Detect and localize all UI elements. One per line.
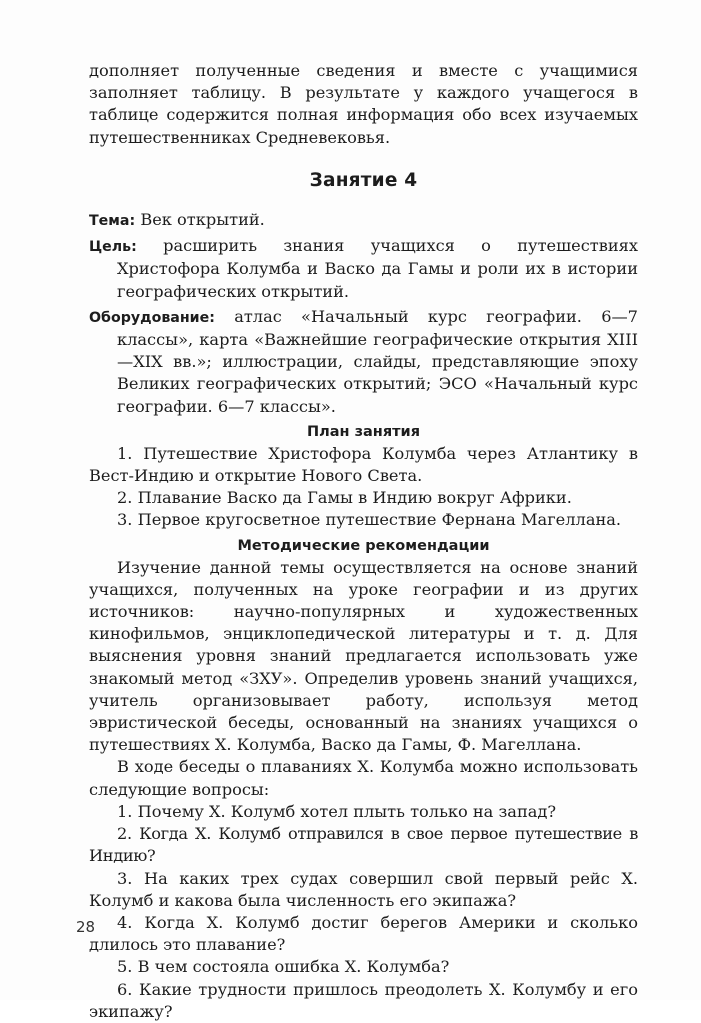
equipment-field [89,306,638,418]
goal-label: Цель: [89,239,137,256]
methods-paragraph: Изучение данной темы осуществляется на основе знаний учащихся, полученных на уроке географии и из других источников: научно-популярных и художественных кинофильмов, энциклопедической литературы и т. д. Для выяснения уровня знаний предлагается использовать уже знакомый метод «ЗХУ». Определив уровень знаний учащихся, учитель организовывает работу, используя метод эвристической беседы, основанный на знаниях учащихся о путешествиях Х. Колумба, Васко да Гамы, Ф. Магеллана. [89,557,638,755]
question-item: 4. Когда Х. Колумб достиг берегов Америки и сколько длилось это плавание? [89,912,638,955]
plan-item: 1. Путешествие Христофора Колумба через Атлантику в Вест-Индию и открытие Нового Света. [89,443,638,486]
questions-intro: В ходе беседы о плаваниях Х. Колумба можно использовать следующие вопросы: [89,757,638,799]
topic-field [89,209,638,232]
plan-item: 2. Плавание Васко да Гамы в Индию вокруг Африки. [117,488,572,508]
question-item: 5. В чем состояла ошибка Х. Колумба? [117,957,450,977]
plan-heading: План занятия [306,423,421,440]
intro-paragraph: дополняет полученные сведения и вместе с учащимися заполняет таблицу. В результате у каждого учащегося в таблице содержится полная информация обо всех изучаемых путешественниках Средневековья. [89,61,638,147]
equipment-text: атлас «Начальный курс географии. 6—7 классы», карта «Важнейшие географические открытия XIII—XIX вв.»; иллюстрации, слайды, представляющие эпоху Великих географических открытий; ЭСО «Начальный курс географии. 6—7 классы». [117,306,638,416]
question-item: 1. Почему Х. Колумб хотел плыть только на запад? [117,801,557,821]
methods-heading: Методические рекомендации [237,537,490,554]
question-item: 3. На каких трех судах совершил свой первый рейс Х. Колумб и какова была численность его экипажа? [89,868,638,910]
lesson-title: Занятие 4 [309,169,418,191]
page-number: 28 [76,918,96,936]
equipment-label: Оборудование: [89,309,215,326]
text-column [89,60,638,1023]
topic-label: Тема: [89,213,136,230]
plan-item: 3. Первое кругосветное путешествие Фернана Магеллана. [117,510,622,530]
goal-field [89,235,638,303]
goal-text: расширить знания учащихся о путешествиях Христофора Колумба и Васко да Гамы и роли их в истории географических открытий. [117,236,638,301]
question-item: 2. Когда Х. Колумб отправился в свое первое путешествие в Индию? [89,824,638,866]
topic-text: Век открытий. [140,210,265,230]
question-item: 6. Какие трудности пришлось преодолеть Х. Колумбу и его экипажу? [89,979,638,1021]
